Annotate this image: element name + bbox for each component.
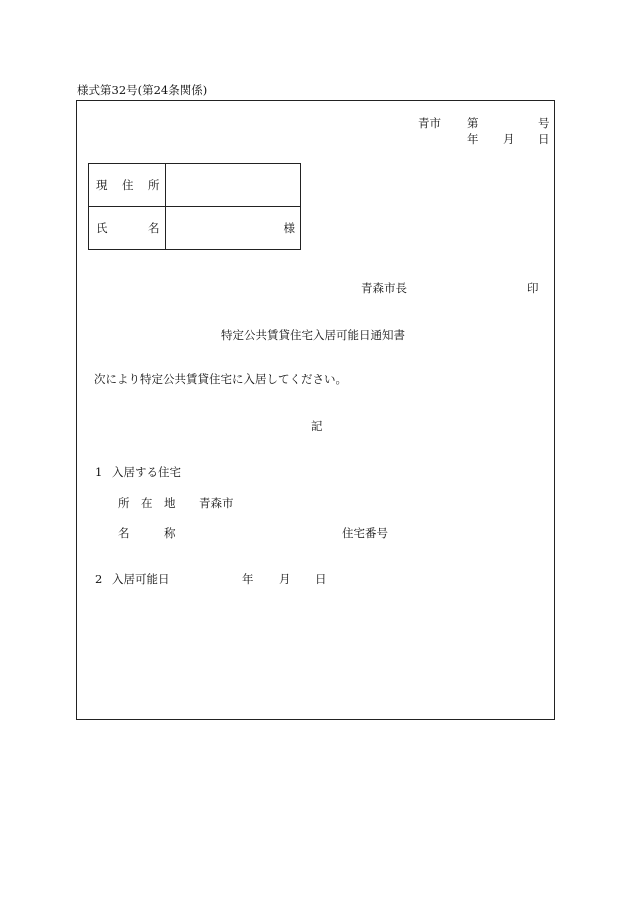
honorific: 様 xyxy=(283,221,295,235)
date-day: 日 xyxy=(538,132,550,146)
item1-label: 入居する住宅 xyxy=(112,465,181,479)
item2-label: 入居可能日 xyxy=(112,572,170,586)
name-label-cell xyxy=(89,207,166,250)
recipient-table xyxy=(88,163,301,250)
form-label: 様式第32号(第24条関係) xyxy=(77,83,208,97)
item1-name-label-char-1: 名 xyxy=(118,526,130,540)
location-label-char-3: 地 xyxy=(164,496,176,510)
item1-number: 1 xyxy=(95,465,103,479)
item2-day: 日 xyxy=(315,572,327,586)
address-label-char-2: 住 xyxy=(122,178,134,192)
address-row xyxy=(89,164,301,207)
seal-mark: 印 xyxy=(527,281,539,295)
location-value: 青森市 xyxy=(199,496,234,510)
location-label-char-2: 在 xyxy=(141,496,153,510)
doc-title: 特定公共賃貸住宅入居可能日通知書 xyxy=(221,328,405,342)
doc-number-dai: 第 xyxy=(467,116,479,130)
name-row xyxy=(89,207,301,250)
item2-year: 年 xyxy=(242,572,254,586)
date-year: 年 xyxy=(467,132,479,146)
item2-number: 2 xyxy=(95,572,103,586)
doc-number-prefix: 青市 xyxy=(418,116,441,130)
address-label-cell xyxy=(89,164,166,207)
address-value-cell[interactable] xyxy=(166,164,301,207)
name-value-cell[interactable] xyxy=(166,207,301,250)
date-month: 月 xyxy=(503,132,515,146)
item2-month: 月 xyxy=(279,572,291,586)
location-label-char-1: 所 xyxy=(118,496,130,510)
body-text: 次により特定公共賃貸住宅に入居してください。 xyxy=(94,372,347,386)
item1-name-label-char-2: 称 xyxy=(164,526,176,540)
name-label-char-2: 名 xyxy=(148,221,160,235)
name-label-char-1: 氏 xyxy=(96,221,108,235)
issuer-title: 青森市長 xyxy=(361,281,407,295)
house-number-label: 住宅番号 xyxy=(342,526,388,540)
ki-mark: 記 xyxy=(311,419,323,433)
address-label-char-3: 所 xyxy=(148,178,160,192)
doc-number-go: 号 xyxy=(538,116,550,130)
address-label-char-1: 現 xyxy=(96,178,108,192)
